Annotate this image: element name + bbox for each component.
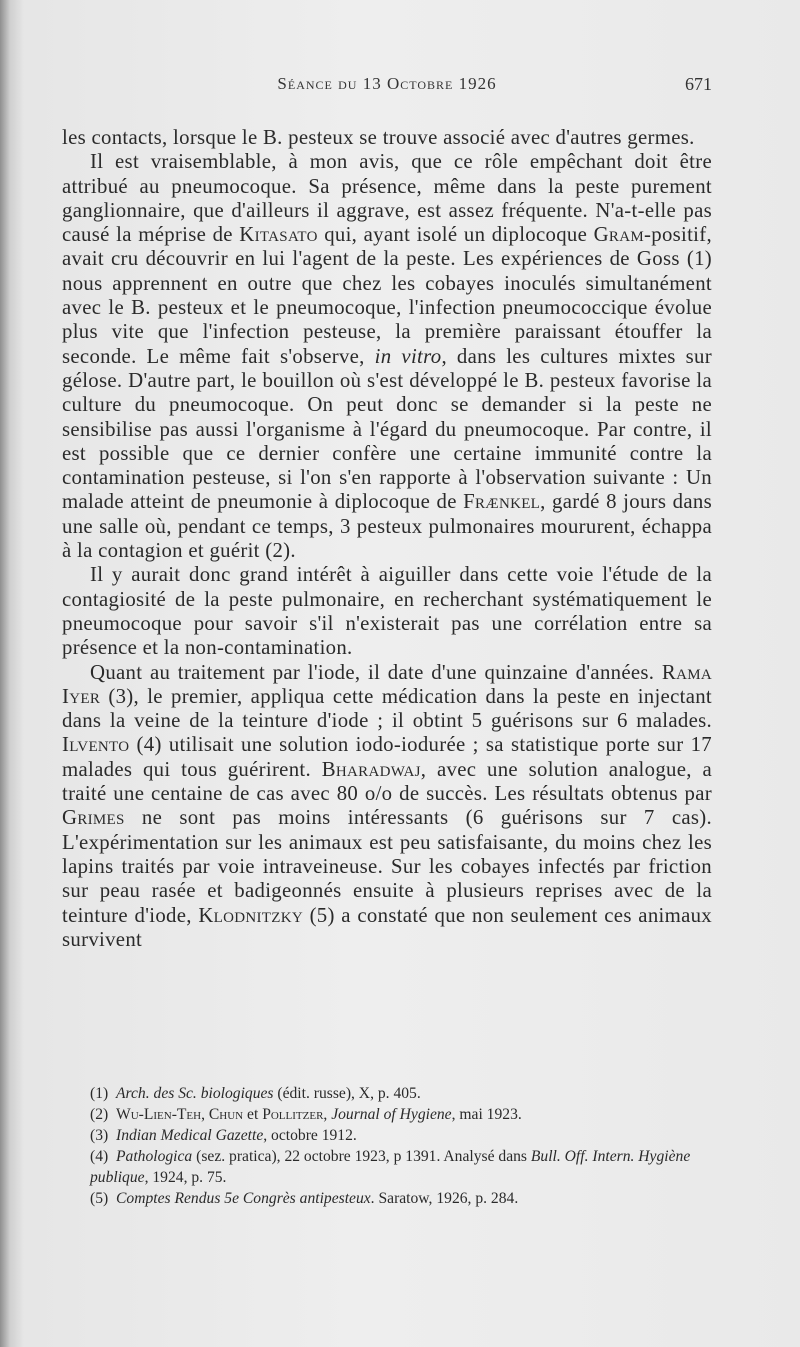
footnote-source: Bull. Off. Intern. Hygiène publique (90, 1148, 691, 1186)
footnote-number: (4) (90, 1148, 109, 1165)
paragraph-4 (62, 661, 712, 953)
footnote-text: , octobre 1912. (263, 1127, 357, 1144)
footnote-3 (90, 1125, 720, 1146)
text-run: Quant au traitement par l'iode, il date d'une quinzaine d'années. (90, 660, 662, 684)
footnote-source: Indian Medical Gazette (116, 1127, 264, 1144)
page-number: 671 (685, 74, 712, 94)
author-name: Klodnitzky (198, 903, 303, 927)
footnote-authors: Wu-Lien-Teh, Chun (116, 1106, 244, 1123)
paragraph-3: Il y aurait donc grand intérêt à aiguiller dans cette voie l'étude de la contagiosité de la peste pulmonaire, en recherchant systématiquement le pneumocoque pour savoir s'il n'existerait pas une corrélation entre sa présence et la non-contamination. (62, 563, 712, 660)
footnote-authors: Pollitzer (262, 1106, 324, 1123)
footnote-2 (90, 1104, 720, 1125)
footnote-1 (90, 1083, 720, 1104)
paragraph-2 (62, 150, 712, 563)
footnote-source: Arch. des Sc. biologiques (116, 1085, 274, 1102)
author-name: Frænkel (463, 490, 541, 514)
footnote-source: Pathologica (116, 1148, 193, 1165)
text-run: (3), le premier, appliqua cette médication dans la peste en injectant dans la veine de la teinture d'iode ; il obtint 5 guérisons sur 6 malades. (62, 684, 712, 733)
text-run: (5) a constaté que non seulement ces animaux survivent (62, 903, 713, 951)
body-text (62, 126, 712, 952)
author-name: Kitasato (239, 223, 318, 247)
footnote-number: (1) (90, 1085, 109, 1102)
text-run: qui, ayant isolé un diplocoque (317, 223, 594, 247)
footnote-source: Journal of Hygiene (331, 1106, 452, 1123)
author-name: Grimes (62, 806, 125, 830)
text-run: ne sont pas moins intéressants (6 guérisons sur 7 cas). L'expérimentation sur les animaux est peu satisfaisante, du moins chez les lapins traités par voie intraveineuse. Sur les cobayes infectés par friction sur peau rasée et badigeonnés ensuite à plusieurs reprises avec de la teinture d'iode, (62, 806, 712, 927)
footnote-number: (2) (90, 1106, 109, 1123)
text-run: , gardé 8 jours dans une salle où, pendant ce temps, 3 pesteux pulmonaires moururent, échappa à la contagion et guérit (2). (62, 490, 712, 563)
footnote-text: (édit. russe), X, p. 405. (273, 1085, 421, 1102)
italic-term: in vitro (374, 344, 442, 368)
author-name: Bharadwaj (321, 757, 421, 781)
footnote-text: (sez. pratica), 22 octobre 1923, p 1391. Analysé dans (192, 1148, 531, 1165)
footnote-4 (90, 1146, 720, 1188)
text-run: -positif, avait cru découvrir en lui l'agent de la peste. Les expériences de Goss (1) nous apprennent en outre que chez les cobayes inoculés simultanément avec le B. pesteux et le pneumocoque, l'infection pneumococcique évolue plus vite que l'infection pesteuse, la première paraissant étouffer la seconde. Le même fait s'observe, (62, 223, 712, 368)
footnote-text: , 1924, p. 75. (144, 1169, 227, 1186)
footnote-5 (90, 1188, 720, 1209)
footnote-text: . Saratow, 1926, p. 284. (370, 1190, 519, 1207)
footnote-source: Comptes Rendus 5e Congrès antipesteux (116, 1190, 371, 1207)
author-name: Gram (593, 223, 645, 247)
page-header-title: Séance du 13 Octobre 1926 (277, 74, 497, 93)
footnotes (90, 1083, 720, 1209)
footnote-text: , (323, 1106, 332, 1123)
text-run: Il est vraisemblable, à mon avis, que ce rôle empêchant doit être attribué au pneumocoque. Sa présence, même dans la peste purement ganglionnaire, que d'ailleurs il aggrave, est assez fréquente. N'a-t-elle pas causé la méprise de (62, 150, 712, 247)
author-name: Ilvento (62, 733, 130, 757)
text-run: , avec une solution analogue, a traité une centaine de cas avec 80 o/o de succès. Les résultats obtenus par (62, 757, 712, 806)
text-run: (4) utilisait une solution iodo-iodurée ; sa statistique porte sur 17 malades qui tous guérirent. (62, 733, 712, 781)
paragraph-1: les contacts, lorsque le B. pesteux se trouve associé avec d'autres germes. (62, 126, 695, 149)
footnote-number: (5) (90, 1190, 109, 1207)
footnote-text: et (243, 1106, 263, 1123)
running-header (62, 74, 712, 102)
footnote-number: (3) (90, 1127, 109, 1144)
footnote-text: , mai 1923. (451, 1106, 522, 1123)
author-name: Rama Iyer (62, 660, 712, 708)
text-run: , dans les cultures mixtes sur gélose. D'autre part, le bouillon où s'est développé le B. pesteux favorise la culture du pneumocoque. On peut donc se demander si la peste ne sensibilise pas aussi l'organisme à l'égard du pneumocoque. Par contre, il est possible que ce dernier confère une certaine immunité contre la contamination pesteuse, si l'on s'en rapporte à l'observation suivante : Un malade atteint de pneumonie à diplocoque de (62, 344, 712, 514)
